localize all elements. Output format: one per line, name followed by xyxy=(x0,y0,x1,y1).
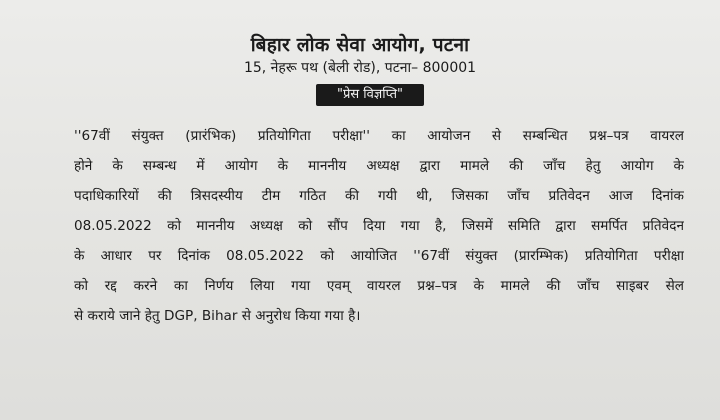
body-line: से कराये जाने हेतु DGP, Bihar से अनुरोध किया गया है। xyxy=(74,308,361,324)
press-release-title: "प्रेस विज्ञप्ति" xyxy=(316,84,424,106)
body-line: पदाधिकारियों की त्रिसदस्यीय टीम गठित की गयी थी, जिसका जाँच प्रतिवेदन आज दिनांक xyxy=(74,188,684,204)
body-line: के आधार पर दिनांक 08.05.2022 को आयोजित ''67वीं संयुक्त (प्रारम्भिक) प्रतियोगिता परीक्षा xyxy=(74,248,684,264)
body-line: ''67वीं संयुक्त (प्रारंभिक) प्रतियोगिता परीक्षा'' का आयोजन से सम्बन्धित प्रश्न–पत्र वायरल xyxy=(74,128,684,144)
notice-body xyxy=(74,121,684,331)
body-line: होने के सम्बन्ध में आयोग के माननीय अध्यक्ष द्वारा मामले की जाँच हेतु आयोग के xyxy=(74,158,684,174)
organization-name: बिहार लोक सेवा आयोग, पटना xyxy=(250,34,470,56)
organization-address: 15, नेहरू पथ (बेली रोड), पटना– 800001 xyxy=(243,60,477,76)
body-line: 08.05.2022 को माननीय अध्यक्ष को सौंप दिया गया है, जिसमें समिति द्वारा समर्पित प्रतिवेदन xyxy=(74,218,684,234)
body-line: को रद्द करने का निर्णय लिया गया एवम् वायरल प्रश्न–पत्र के मामले की जाँच साइबर सेल xyxy=(74,278,684,294)
